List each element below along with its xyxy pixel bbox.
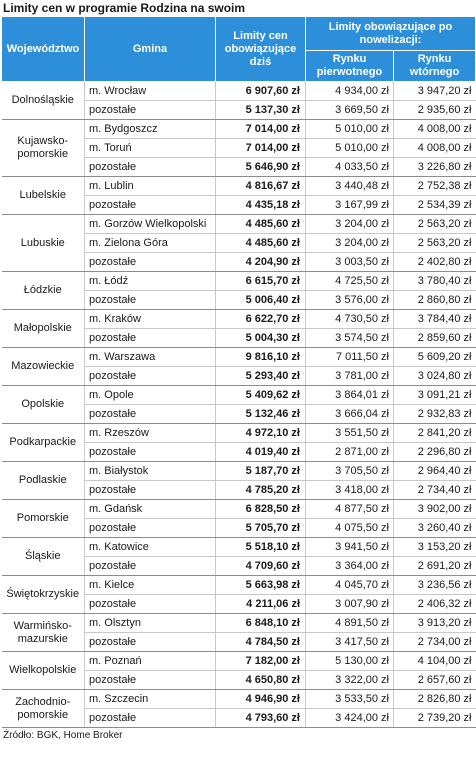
current-limit-cell: 5 132,46 zł	[216, 405, 306, 424]
secondary-market-cell: 3 226,80 zł	[394, 158, 476, 177]
primary-market-cell: 5 130,00 zł	[306, 652, 394, 671]
voivodeship-cell: Opolskie	[2, 386, 85, 424]
secondary-market-cell: 2 691,20 zł	[394, 557, 476, 576]
secondary-market-cell: 3 780,40 zł	[394, 272, 476, 291]
secondary-market-cell: 3 784,40 zł	[394, 310, 476, 329]
primary-market-cell: 4 045,70 zł	[306, 576, 394, 595]
current-limit-cell: 4 784,50 zł	[216, 633, 306, 652]
current-limit-cell: 4 816,67 zł	[216, 177, 306, 196]
header-secondary-market: Rynku wtórnego	[394, 51, 476, 82]
current-limit-cell: 5 705,70 zł	[216, 519, 306, 538]
municipality-cell: m. Katowice	[85, 538, 216, 557]
municipality-cell: m. Szczecin	[85, 690, 216, 709]
primary-market-cell: 4 730,50 zł	[306, 310, 394, 329]
municipality-cell: pozostałe	[85, 519, 216, 538]
table-row	[2, 215, 476, 234]
table-row	[2, 386, 476, 405]
current-limit-cell: 5 187,70 zł	[216, 462, 306, 481]
current-limit-cell: 5 137,30 zł	[216, 101, 306, 120]
voivodeship-cell: Pomorskie	[2, 500, 85, 538]
primary-market-cell: 3 364,00 zł	[306, 557, 394, 576]
primary-market-cell: 4 891,50 zł	[306, 614, 394, 633]
municipality-cell: m. Bydgoszcz	[85, 120, 216, 139]
municipality-cell: m. Opole	[85, 386, 216, 405]
secondary-market-cell: 2 841,20 zł	[394, 424, 476, 443]
municipality-cell: pozostałe	[85, 595, 216, 614]
secondary-market-cell: 2 859,60 zł	[394, 329, 476, 348]
table-row	[2, 348, 476, 367]
primary-market-cell: 3 864,01 zł	[306, 386, 394, 405]
municipality-cell: m. Łódź	[85, 272, 216, 291]
primary-market-cell: 3 204,00 zł	[306, 215, 394, 234]
secondary-market-cell: 2 739,20 zł	[394, 709, 476, 728]
municipality-cell: pozostałe	[85, 443, 216, 462]
secondary-market-cell: 2 563,20 zł	[394, 215, 476, 234]
primary-market-cell: 4 877,50 zł	[306, 500, 394, 519]
municipality-cell: pozostałe	[85, 405, 216, 424]
voivodeship-cell: Mazowieckie	[2, 348, 85, 386]
municipality-cell: pozostałe	[85, 196, 216, 215]
secondary-market-cell: 2 402,80 zł	[394, 253, 476, 272]
secondary-market-cell: 3 260,40 zł	[394, 519, 476, 538]
municipality-cell: m. Gorzów Wielkopolski	[85, 215, 216, 234]
table-row	[2, 272, 476, 291]
current-limit-cell: 4 972,10 zł	[216, 424, 306, 443]
current-limit-cell: 4 709,60 zł	[216, 557, 306, 576]
current-limit-cell: 5 518,10 zł	[216, 538, 306, 557]
table-row	[2, 177, 476, 196]
municipality-cell: pozostałe	[85, 709, 216, 728]
municipality-cell: m. Wrocław	[85, 82, 216, 101]
voivodeship-cell: Łódzkie	[2, 272, 85, 310]
primary-market-cell: 4 725,50 zł	[306, 272, 394, 291]
voivodeship-cell: Lubelskie	[2, 177, 85, 215]
table-row	[2, 614, 476, 633]
secondary-market-cell: 5 609,20 zł	[394, 348, 476, 367]
current-limit-cell: 7 014,00 zł	[216, 120, 306, 139]
voivodeship-cell: Warmińsko-mazurskie	[2, 614, 85, 652]
table-row	[2, 82, 476, 101]
table-row	[2, 424, 476, 443]
municipality-cell: pozostałe	[85, 101, 216, 120]
secondary-market-cell: 3 153,20 zł	[394, 538, 476, 557]
primary-market-cell: 4 075,50 zł	[306, 519, 394, 538]
secondary-market-cell: 2 964,40 zł	[394, 462, 476, 481]
municipality-cell: m. Toruń	[85, 139, 216, 158]
current-limit-cell: 4 946,90 zł	[216, 690, 306, 709]
secondary-market-cell: 2 860,80 zł	[394, 291, 476, 310]
secondary-market-cell: 2 752,38 zł	[394, 177, 476, 196]
primary-market-cell: 3 669,50 zł	[306, 101, 394, 120]
voivodeship-cell: Podkarpackie	[2, 424, 85, 462]
secondary-market-cell: 4 008,00 zł	[394, 139, 476, 158]
municipality-cell: m. Kraków	[85, 310, 216, 329]
current-limit-cell: 4 019,40 zł	[216, 443, 306, 462]
secondary-market-cell: 2 534,39 zł	[394, 196, 476, 215]
municipality-cell: pozostałe	[85, 291, 216, 310]
current-limit-cell: 5 293,40 zł	[216, 367, 306, 386]
primary-market-cell: 3 003,50 zł	[306, 253, 394, 272]
secondary-market-cell: 2 296,80 zł	[394, 443, 476, 462]
primary-market-cell: 3 424,00 zł	[306, 709, 394, 728]
table-row	[2, 576, 476, 595]
primary-market-cell: 2 871,00 zł	[306, 443, 394, 462]
header-current-limits: Limity cen obowiązujące dziś	[216, 17, 306, 82]
municipality-cell: pozostałe	[85, 557, 216, 576]
municipality-cell: pozostałe	[85, 367, 216, 386]
secondary-market-cell: 2 657,60 zł	[394, 671, 476, 690]
table-row	[2, 538, 476, 557]
current-limit-cell: 7 014,00 zł	[216, 139, 306, 158]
voivodeship-cell: Kujawsko-pomorskie	[2, 120, 85, 177]
secondary-market-cell: 4 104,00 zł	[394, 652, 476, 671]
municipality-cell: pozostałe	[85, 253, 216, 272]
table-row	[2, 500, 476, 519]
primary-market-cell: 3 007,90 zł	[306, 595, 394, 614]
table-body	[2, 82, 476, 728]
secondary-market-cell: 2 932,83 zł	[394, 405, 476, 424]
municipality-cell: m. Białystok	[85, 462, 216, 481]
voivodeship-cell: Zachodnio-pomorskie	[2, 690, 85, 728]
secondary-market-cell: 3 091,21 zł	[394, 386, 476, 405]
voivodeship-cell: Śląskie	[2, 538, 85, 576]
current-limit-cell: 5 004,30 zł	[216, 329, 306, 348]
current-limit-cell: 4 435,18 zł	[216, 196, 306, 215]
primary-market-cell: 5 010,00 zł	[306, 139, 394, 158]
current-limit-cell: 4 485,60 zł	[216, 215, 306, 234]
voivodeship-cell: Świętokrzyskie	[2, 576, 85, 614]
current-limit-cell: 5 646,90 zł	[216, 158, 306, 177]
header-municipality: Gmina	[85, 17, 216, 82]
municipality-cell: m. Poznań	[85, 652, 216, 671]
header-amended-limits: Limity obowiązujące po nowelizacji:	[306, 17, 476, 51]
secondary-market-cell: 3 902,00 zł	[394, 500, 476, 519]
table-row	[2, 690, 476, 709]
voivodeship-cell: Wielkopolskie	[2, 652, 85, 690]
current-limit-cell: 6 828,50 zł	[216, 500, 306, 519]
current-limit-cell: 6 615,70 zł	[216, 272, 306, 291]
secondary-market-cell: 3 236,56 zł	[394, 576, 476, 595]
primary-market-cell: 4 033,50 zł	[306, 158, 394, 177]
primary-market-cell: 3 322,00 zł	[306, 671, 394, 690]
primary-market-cell: 3 781,00 zł	[306, 367, 394, 386]
secondary-market-cell: 2 935,60 zł	[394, 101, 476, 120]
primary-market-cell: 5 010,00 zł	[306, 120, 394, 139]
current-limit-cell: 4 785,20 zł	[216, 481, 306, 500]
current-limit-cell: 7 182,00 zł	[216, 652, 306, 671]
current-limit-cell: 5 006,40 zł	[216, 291, 306, 310]
primary-market-cell: 3 440,48 zł	[306, 177, 394, 196]
primary-market-cell: 3 417,50 zł	[306, 633, 394, 652]
current-limit-cell: 4 204,90 zł	[216, 253, 306, 272]
primary-market-cell: 3 204,00 zł	[306, 234, 394, 253]
header-primary-market: Rynku pierwotnego	[306, 51, 394, 82]
primary-market-cell: 7 011,50 zł	[306, 348, 394, 367]
secondary-market-cell: 3 913,20 zł	[394, 614, 476, 633]
secondary-market-cell: 3 947,20 zł	[394, 82, 476, 101]
price-limits-table	[1, 16, 476, 728]
voivodeship-cell: Podlaskie	[2, 462, 85, 500]
primary-market-cell: 3 167,99 zł	[306, 196, 394, 215]
primary-market-cell: 3 533,50 zł	[306, 690, 394, 709]
secondary-market-cell: 2 406,32 zł	[394, 595, 476, 614]
municipality-cell: pozostałe	[85, 633, 216, 652]
table-row	[2, 462, 476, 481]
table-header	[2, 17, 476, 82]
municipality-cell: pozostałe	[85, 481, 216, 500]
municipality-cell: m. Gdańsk	[85, 500, 216, 519]
current-limit-cell: 9 816,10 zł	[216, 348, 306, 367]
current-limit-cell: 4 211,06 zł	[216, 595, 306, 614]
primary-market-cell: 3 574,50 zł	[306, 329, 394, 348]
primary-market-cell: 3 576,00 zł	[306, 291, 394, 310]
secondary-market-cell: 2 734,40 zł	[394, 481, 476, 500]
municipality-cell: m. Lublin	[85, 177, 216, 196]
current-limit-cell: 5 663,98 zł	[216, 576, 306, 595]
municipality-cell: m. Rzeszów	[85, 424, 216, 443]
municipality-cell: m. Kielce	[85, 576, 216, 595]
voivodeship-cell: Małopolskie	[2, 310, 85, 348]
municipality-cell: pozostałe	[85, 329, 216, 348]
secondary-market-cell: 2 563,20 zł	[394, 234, 476, 253]
municipality-cell: pozostałe	[85, 158, 216, 177]
primary-market-cell: 3 666,04 zł	[306, 405, 394, 424]
municipality-cell: m. Zielona Góra	[85, 234, 216, 253]
primary-market-cell: 3 418,00 zł	[306, 481, 394, 500]
table-title: Limity cen w programie Rodzina na swoim	[3, 1, 246, 15]
primary-market-cell: 3 551,50 zł	[306, 424, 394, 443]
municipality-cell: m. Warszawa	[85, 348, 216, 367]
current-limit-cell: 4 650,80 zł	[216, 671, 306, 690]
voivodeship-cell: Lubuskie	[2, 215, 85, 272]
secondary-market-cell: 2 826,80 zł	[394, 690, 476, 709]
primary-market-cell: 3 941,50 zł	[306, 538, 394, 557]
current-limit-cell: 4 485,60 zł	[216, 234, 306, 253]
current-limit-cell: 5 409,62 zł	[216, 386, 306, 405]
table-row	[2, 120, 476, 139]
source-note: Źródło: BGK, Home Broker	[3, 730, 123, 741]
municipality-cell: pozostałe	[85, 671, 216, 690]
table-row	[2, 310, 476, 329]
current-limit-cell: 4 793,60 zł	[216, 709, 306, 728]
municipality-cell: m. Olsztyn	[85, 614, 216, 633]
secondary-market-cell: 3 024,80 zł	[394, 367, 476, 386]
current-limit-cell: 6 907,60 zł	[216, 82, 306, 101]
voivodeship-cell: Dolnośląskie	[2, 82, 85, 120]
primary-market-cell: 3 705,50 zł	[306, 462, 394, 481]
secondary-market-cell: 2 734,00 zł	[394, 633, 476, 652]
current-limit-cell: 6 622,70 zł	[216, 310, 306, 329]
header-voivodeship: Województwo	[2, 17, 85, 82]
table-row	[2, 652, 476, 671]
current-limit-cell: 6 848,10 zł	[216, 614, 306, 633]
secondary-market-cell: 4 008,00 zł	[394, 120, 476, 139]
primary-market-cell: 4 934,00 zł	[306, 82, 394, 101]
